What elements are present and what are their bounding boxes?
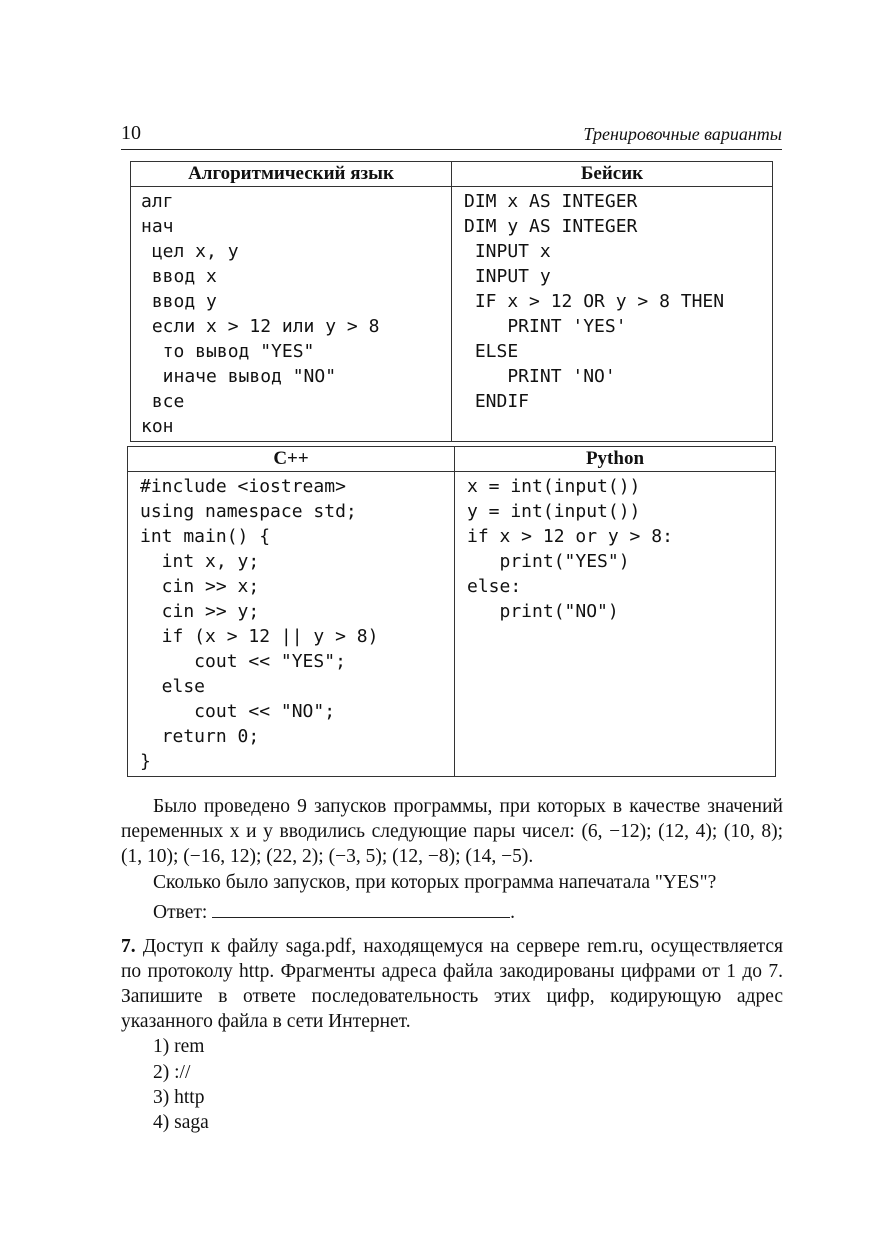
task6-question: Сколько было запусков, при которых программа напечатала "YES"? — [153, 872, 717, 893]
option-1: 1) rem — [153, 1036, 205, 1057]
code-table-algo-basic — [130, 161, 773, 442]
header-algo-language: Алгоритмический язык — [131, 162, 452, 187]
task7-paragraph — [121, 934, 783, 1034]
answer-label: Ответ: — [153, 902, 208, 923]
answer-end: . — [510, 902, 516, 923]
task6-paragraph: Было проведено 9 запусков программы, при которых в качестве значений переменных x и y вводились следующие пары чисел: (6, −12); (12, 4); (10, 8); (1, 10); (−16, 12); (22, 2); (−3, 5); (12, −8); (14, −5). — [121, 796, 783, 867]
algo-code: алг нач цел x, y ввод x ввод y если x > 12 или y > 8 то вывод "YES" иначе вывод "NO" все кон — [141, 191, 380, 437]
option-2: 2) :// — [153, 1062, 191, 1083]
header-rule — [121, 149, 782, 150]
python-code: x = int(input()) y = int(input()) if x > 12 or y > 8: print("YES") else: print("NO") — [467, 476, 673, 622]
header-cpp: C++ — [128, 447, 455, 472]
task6-answer — [121, 899, 783, 925]
code-table-cpp-python — [127, 446, 776, 777]
task7-number: 7. — [121, 936, 136, 957]
page-number: 10 — [121, 122, 141, 144]
answer-field[interactable] — [212, 899, 510, 918]
running-title: Тренировочные варианты — [583, 124, 782, 144]
task7-text: Доступ к файлу saga.pdf, находящемуся на сервере rem.ru, осуществляется по протоколу http. Фрагменты адреса файла закодированы цифрами от 1 до 7. Запишите в ответе последовательность этих цифр, кодирующую адрес указанного файла в сети Интернет. — [121, 936, 783, 1032]
option-3: 3) http — [153, 1087, 205, 1108]
option-4: 4) saga — [153, 1112, 209, 1133]
cpp-code: #include <iostream> using namespace std; int main() { int x, y; cin >> x; cin >> y; if (x > 12 || y > 8) cout << "YES"; else cout << "NO"; return 0; } — [140, 476, 379, 772]
header-python: Python — [455, 447, 776, 472]
basic-code: DIM x AS INTEGER DIM y AS INTEGER INPUT x INPUT y IF x > 12 OR y > 8 THEN PRINT 'YES' ELSE PRINT 'NO' ENDIF — [464, 191, 725, 412]
header-basic: Бейсик — [452, 162, 773, 187]
